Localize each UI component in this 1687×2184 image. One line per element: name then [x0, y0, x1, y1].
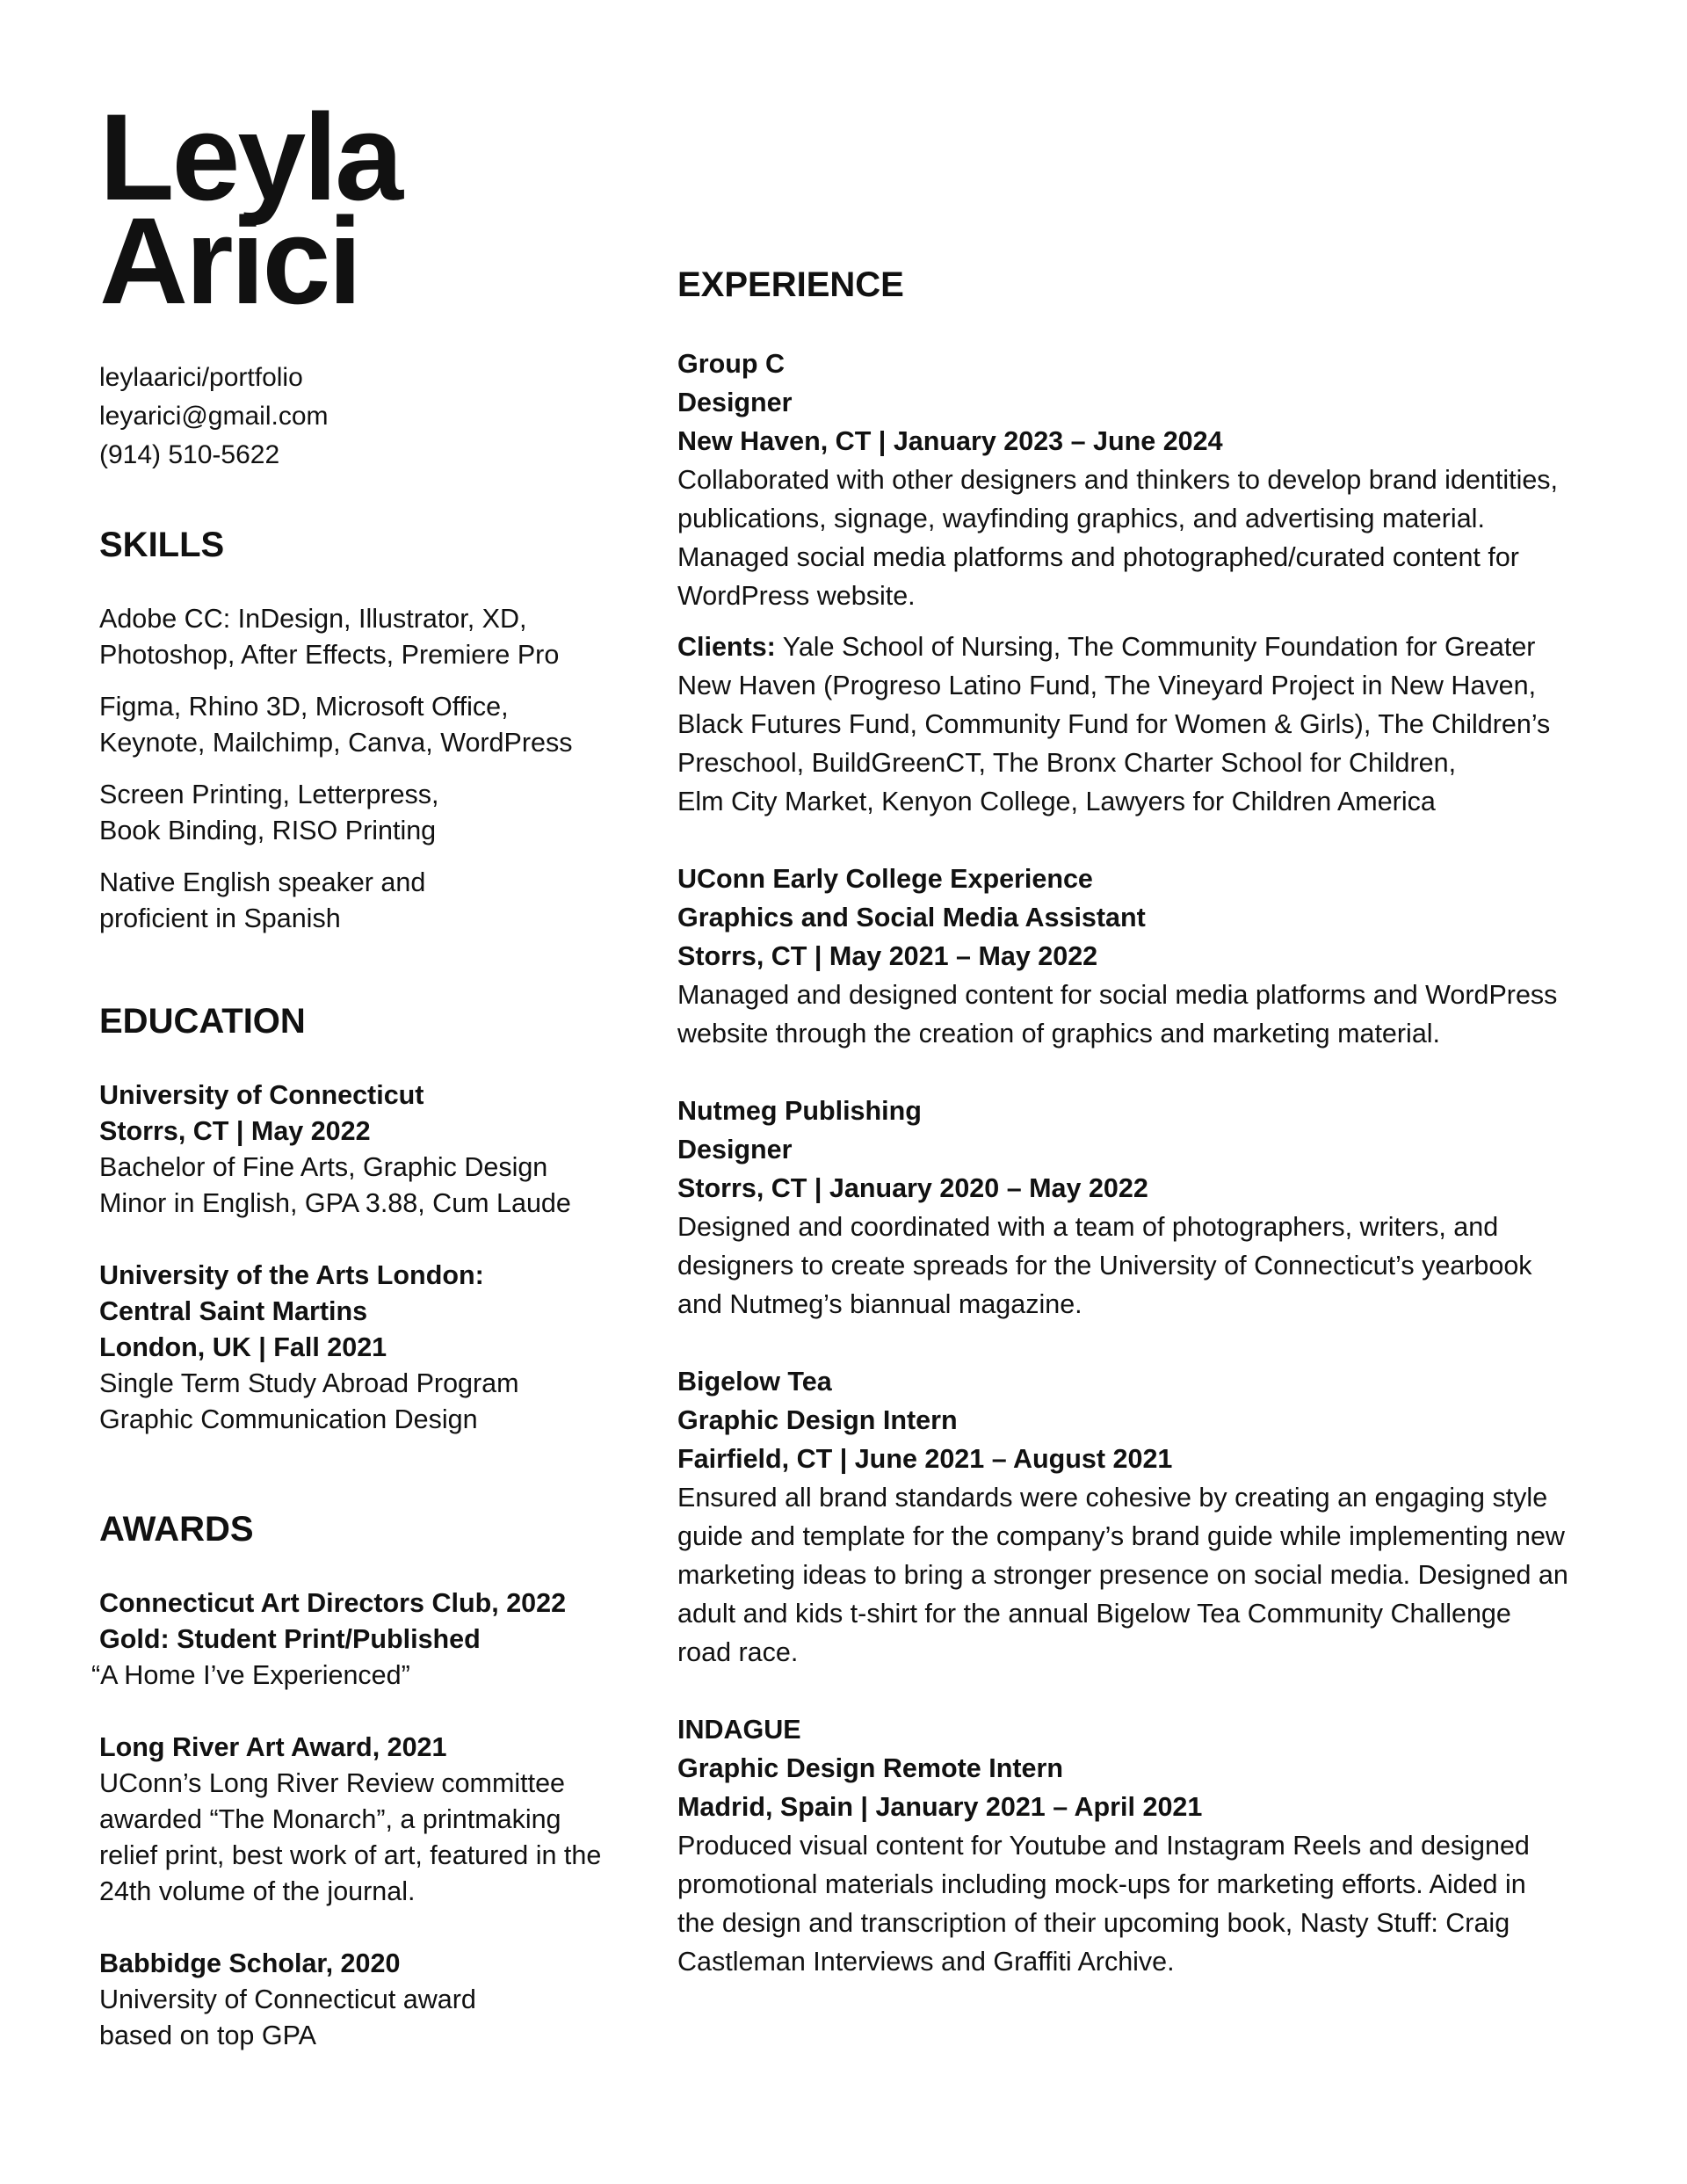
award-description: “A Home I’ve Experienced” [91, 1660, 410, 1690]
skill-line: Native English speaker and [99, 867, 426, 897]
job-role: Graphic Design Intern [677, 1405, 958, 1435]
portfolio-link[interactable]: leylaarici/portfolio [99, 363, 303, 392]
contact-info [99, 359, 626, 475]
skill-item [99, 865, 626, 937]
job-description: designers to create spreads for the University of Connecticut’s yearbook [677, 1251, 1532, 1281]
clients-label: Clients: [677, 632, 776, 662]
job-location-dates: Fairfield, CT | June 2021 – August 2021 [677, 1444, 1173, 1474]
job-entry [677, 1362, 1626, 1672]
right-column [677, 264, 1626, 1981]
job-description: the design and transcription of their upcoming book, Nasty Stuff: Craig [677, 1908, 1510, 1938]
award-description: University of Connecticut award [99, 1984, 476, 2014]
awards-list [91, 1585, 626, 2054]
job-company: Bigelow Tea [677, 1367, 832, 1397]
skill-line: Screen Printing, Letterpress, [99, 780, 439, 809]
job-description: Collaborated with other designers and thinkers to develop brand identities, [677, 465, 1559, 495]
job-description: and Nutmeg’s biannual magazine. [677, 1289, 1082, 1319]
award-title: Connecticut Art Directors Club, 2022 [99, 1588, 567, 1618]
degree-line: Minor in English, GPA 3.88, Cum Laude [99, 1188, 571, 1218]
skill-line: Book Binding, RISO Printing [99, 816, 437, 845]
school-location-date: London, UK | Fall 2021 [99, 1332, 387, 1362]
skill-item [99, 601, 626, 673]
job-entry [677, 345, 1626, 821]
program-line: Single Term Study Abroad Program [99, 1368, 519, 1398]
award-title: Long River Art Award, 2021 [99, 1732, 447, 1762]
clients-text: Elm City Market, Kenyon College, Lawyers for Children America [677, 787, 1436, 816]
skill-item [99, 689, 626, 761]
skill-item [99, 777, 626, 849]
award-title: Babbidge Scholar, 2020 [99, 1948, 401, 1978]
job-description: website through the creation of graphics and marketing material. [677, 1019, 1441, 1048]
clients-list [677, 628, 1626, 821]
education-list [99, 1077, 626, 1438]
job-location-dates: Storrs, CT | January 2020 – May 2022 [677, 1173, 1148, 1203]
job-description: Designed and coordinated with a team of photographers, writers, and [677, 1212, 1499, 1242]
school-name: University of Connecticut [99, 1080, 424, 1110]
job-company: Group C [677, 349, 785, 379]
job-role: Designer [677, 388, 793, 417]
skill-line: proficient in Spanish [99, 903, 341, 933]
job-description: marketing ideas to bring a stronger presence on social media. Designed an [677, 1560, 1568, 1590]
job-description: WordPress website. [677, 581, 916, 611]
email-link[interactable]: leyarici@gmail.com [99, 402, 329, 431]
job-description: adult and kids t-shirt for the annual Bigelow Tea Community Challenge [677, 1599, 1511, 1629]
job-company: INDAGUE [677, 1715, 801, 1745]
skill-line: Figma, Rhino 3D, Microsoft Office, [99, 692, 509, 722]
job-role: Designer [677, 1135, 793, 1165]
award-entry [99, 1946, 626, 2054]
job-role: Graphic Design Remote Intern [677, 1753, 1063, 1783]
award-description: awarded “The Monarch”, a printmaking [99, 1804, 561, 1834]
skills-heading: SKILLS [99, 526, 225, 564]
job-description: guide and template for the company’s brand guide while implementing new [677, 1521, 1565, 1551]
award-description: based on top GPA [99, 2021, 316, 2050]
clients-text: Preschool, BuildGreenCT, The Bronx Charter School for Children, [677, 748, 1457, 778]
job-description: Ensured all brand standards were cohesive by creating an engaging style [677, 1483, 1548, 1513]
job-entry [677, 1710, 1626, 1981]
award-description: UConn’s Long River Review committee [99, 1768, 566, 1798]
job-description: Managed social media platforms and photographed/curated content for [677, 542, 1519, 572]
degree-line: Bachelor of Fine Arts, Graphic Design [99, 1152, 548, 1182]
last-name: Arici [99, 192, 360, 330]
resume-name [99, 88, 626, 330]
skills-list [99, 601, 626, 937]
education-entry [99, 1258, 626, 1438]
job-description: publications, signage, wayfinding graphics, and advertising material. [677, 504, 1485, 533]
job-description: road race. [677, 1637, 799, 1667]
job-role: Graphics and Social Media Assistant [677, 903, 1146, 932]
education-heading: EDUCATION [99, 1002, 306, 1041]
skill-line: Photoshop, After Effects, Premiere Pro [99, 640, 560, 670]
job-location-dates: Storrs, CT | May 2021 – May 2022 [677, 941, 1098, 971]
award-description: 24th volume of the journal. [99, 1876, 416, 1906]
award-entry [91, 1585, 626, 1694]
school-name: University of the Arts London: [99, 1260, 484, 1290]
first-name: Leyla [99, 88, 401, 226]
job-description: Produced visual content for Youtube and Instagram Reels and designed [677, 1831, 1530, 1861]
job-location-dates: New Haven, CT | January 2023 – June 2024 [677, 426, 1223, 456]
school-name: Central Saint Martins [99, 1296, 368, 1326]
job-description: Managed and designed content for social media platforms and WordPress [677, 980, 1558, 1010]
clients-text: Black Futures Fund, Community Fund for Women & Girls), The Children’s [677, 709, 1551, 739]
education-entry [99, 1077, 626, 1222]
job-description: promotional materials including mock-ups for marketing efforts. Aided in [677, 1869, 1526, 1899]
award-subtitle: Gold: Student Print/Published [99, 1624, 481, 1654]
program-line: Graphic Communication Design [99, 1404, 478, 1434]
skill-line: Keynote, Mailchimp, Canva, WordPress [99, 728, 573, 758]
award-entry [99, 1730, 626, 1910]
awards-heading: AWARDS [99, 1510, 254, 1549]
left-column [91, 88, 626, 2054]
clients-text: Yale School of Nursing, The Community Foundation for Greater [775, 632, 1536, 662]
phone-number: (914) 510-5622 [99, 440, 280, 469]
school-location-date: Storrs, CT | May 2022 [99, 1116, 371, 1146]
skill-line: Adobe CC: InDesign, Illustrator, XD, [99, 604, 527, 634]
experience-list [677, 345, 1626, 1981]
job-entry [677, 1092, 1626, 1324]
job-company: UConn Early College Experience [677, 864, 1093, 894]
award-description: relief print, best work of art, featured in the [99, 1840, 602, 1870]
job-location-dates: Madrid, Spain | January 2021 – April 2021 [677, 1792, 1203, 1822]
job-company: Nutmeg Publishing [677, 1096, 922, 1126]
job-entry [677, 860, 1626, 1053]
clients-text: New Haven (Progreso Latino Fund, The Vineyard Project in New Haven, [677, 671, 1537, 700]
clients-line [677, 628, 1626, 666]
experience-heading: EXPERIENCE [677, 265, 904, 304]
job-description: Castleman Interviews and Graffiti Archive. [677, 1947, 1175, 1977]
